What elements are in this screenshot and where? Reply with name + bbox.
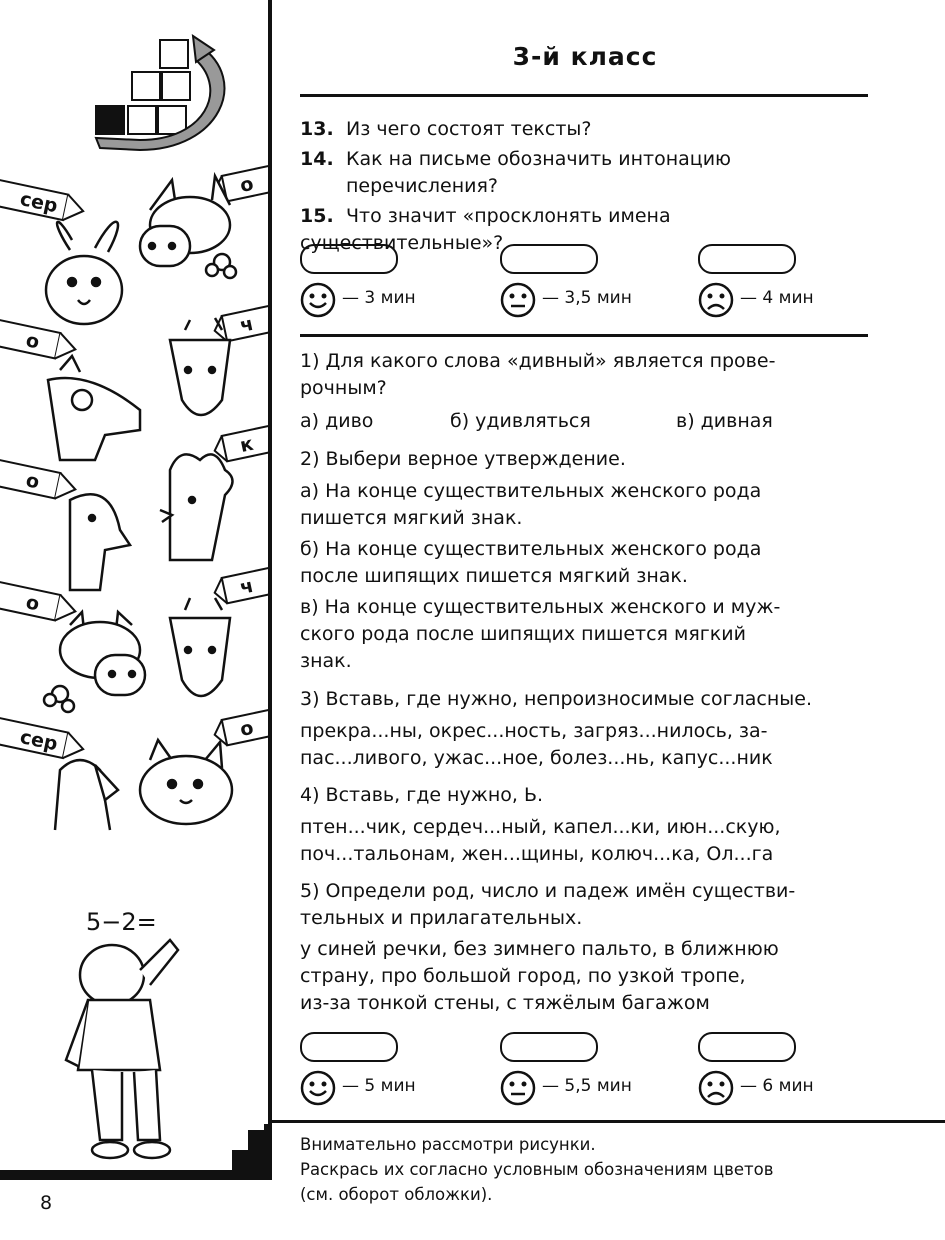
giraffe-head-icon (48, 356, 140, 460)
task-5-text: 5) Определи род, число и падеж имён существи- тельных и прилагательных. (300, 880, 796, 929)
timer-item (500, 244, 660, 314)
sad-face-icon (698, 282, 734, 318)
pencil-icon (0, 318, 78, 362)
question-14: 14. Как на письме обозначить интонацию перечисления? (300, 148, 732, 197)
pencil-label: сер (18, 188, 60, 218)
cow-head-icon (44, 612, 145, 712)
board-text: 5−2= (86, 908, 157, 936)
svg-text:о: о (23, 591, 42, 616)
page-divider-vertical (268, 0, 272, 1124)
pencil-icon (212, 421, 272, 463)
svg-text:к: к (238, 432, 256, 458)
happy-face-icon (300, 1070, 336, 1106)
page-divider-bottom (268, 1120, 945, 1123)
svg-text:сер: сер (18, 726, 60, 756)
timer-item (500, 1032, 660, 1102)
pencil-icon (0, 178, 86, 224)
rooster-head-icon (160, 454, 233, 560)
happy-face-icon (300, 282, 336, 318)
answer-box[interactable] (698, 244, 796, 274)
task-2-option-a[interactable]: а) На конце существительных женского рода пишется мягкий знак. (300, 480, 762, 529)
sad-face-icon (698, 1070, 734, 1106)
title-rule (300, 94, 868, 97)
pencil-icon (0, 580, 78, 624)
svg-text:ч: ч (238, 574, 256, 600)
page-title: 3-й класс (512, 42, 658, 71)
answer-box[interactable] (300, 244, 398, 274)
option-a[interactable]: а) диво (300, 410, 374, 432)
neutral-face-icon (500, 282, 536, 318)
timer-item (698, 1032, 858, 1102)
tetris-logo-icon (96, 40, 190, 134)
answer-box[interactable] (500, 1032, 598, 1062)
task-1-text-cont: рочным? (300, 377, 387, 399)
task-2-text: 2) Выбери верное утверждение. (300, 448, 626, 470)
pencil-icon (0, 458, 78, 502)
task-5-phrases: у синей речки, без зимнего пальто, в ближнюю страну, про большой город, по узкой тропе, из-за тонкой стены, с тяжёлым багажом (300, 938, 779, 1014)
duck-head-icon (70, 494, 130, 590)
timer-label: — 5,5 мин (542, 1076, 632, 1096)
option-b[interactable]: б) удивляться (450, 410, 591, 432)
task-2-option-b[interactable]: б) На конце существительных женского рода после шипящих пишется мягкий знак. (300, 538, 762, 587)
task-3-words: прекра...ны, окрес...ность, загряз...нилось, за- пас...ливого, ужас...ное, болез...нь, капус...ник (300, 720, 773, 769)
task-3-text: 3) Вставь, где нужно, непроизносимые согласные. (300, 688, 812, 710)
timer-label: — 5 мин (342, 1076, 416, 1096)
timer-label: — 4 мин (740, 288, 814, 308)
neutral-face-icon (500, 1070, 536, 1106)
answer-box[interactable] (300, 1032, 398, 1062)
svg-text:о: о (23, 329, 42, 354)
timer-label: — 6 мин (740, 1076, 814, 1096)
option-c[interactable]: в) дивная (676, 410, 773, 432)
section-rule (300, 334, 868, 337)
question-13: 13. Из чего состоят тексты? (300, 118, 592, 140)
svg-text:о: о (238, 172, 256, 198)
cow-head-icon (140, 176, 236, 278)
task-2-option-c[interactable]: в) На конце существительных женского и муж- ского рода после шипящих пишется мягкий знак. (300, 596, 781, 672)
task-4-words: птен...чик, сердеч...ный, капел...ки, июн...скую, поч...тальонам, жен...щины, колюч...ка, Ол...га (300, 816, 781, 865)
pencil-icon (212, 563, 272, 605)
page-number: 8 (40, 1192, 53, 1214)
timer-item (300, 244, 460, 314)
boy-drawing-icon (66, 908, 178, 1158)
question-15: 15. Что значит «просклонять имена существительные»? (300, 205, 671, 254)
footer-instructions: Внимательно рассмотри рисунки. Раскрась их согласно условным обозначениям цветов (см. оборот обложки). (300, 1135, 774, 1204)
timer-label: — 3,5 мин (542, 288, 632, 308)
answer-box[interactable] (500, 244, 598, 274)
rabbit-head-icon (46, 222, 122, 324)
svg-text:о: о (238, 716, 256, 742)
timers-bottom (300, 1032, 870, 1102)
timer-label: — 3 мин (342, 288, 416, 308)
svg-text:о: о (23, 469, 42, 494)
task-4-text: 4) Вставь, где нужно, Ь. (300, 784, 544, 806)
timer-item (300, 1032, 460, 1102)
cat-head-icon (140, 740, 232, 824)
task-1-text: 1) Для какого слова «дивный» является прове- (300, 350, 776, 372)
pencil-icon (0, 716, 86, 762)
hand-with-carrot-icon (55, 760, 118, 830)
task-1 (300, 348, 868, 402)
goat-head-icon (170, 598, 230, 696)
sidebar-drawing (0, 0, 272, 1180)
pencil-icon (212, 301, 272, 343)
timer-item (698, 244, 858, 314)
sidebar-illustrations (0, 0, 272, 1180)
answer-box[interactable] (698, 1032, 796, 1062)
svg-text:ч: ч (238, 312, 256, 338)
timers-top (300, 244, 870, 314)
